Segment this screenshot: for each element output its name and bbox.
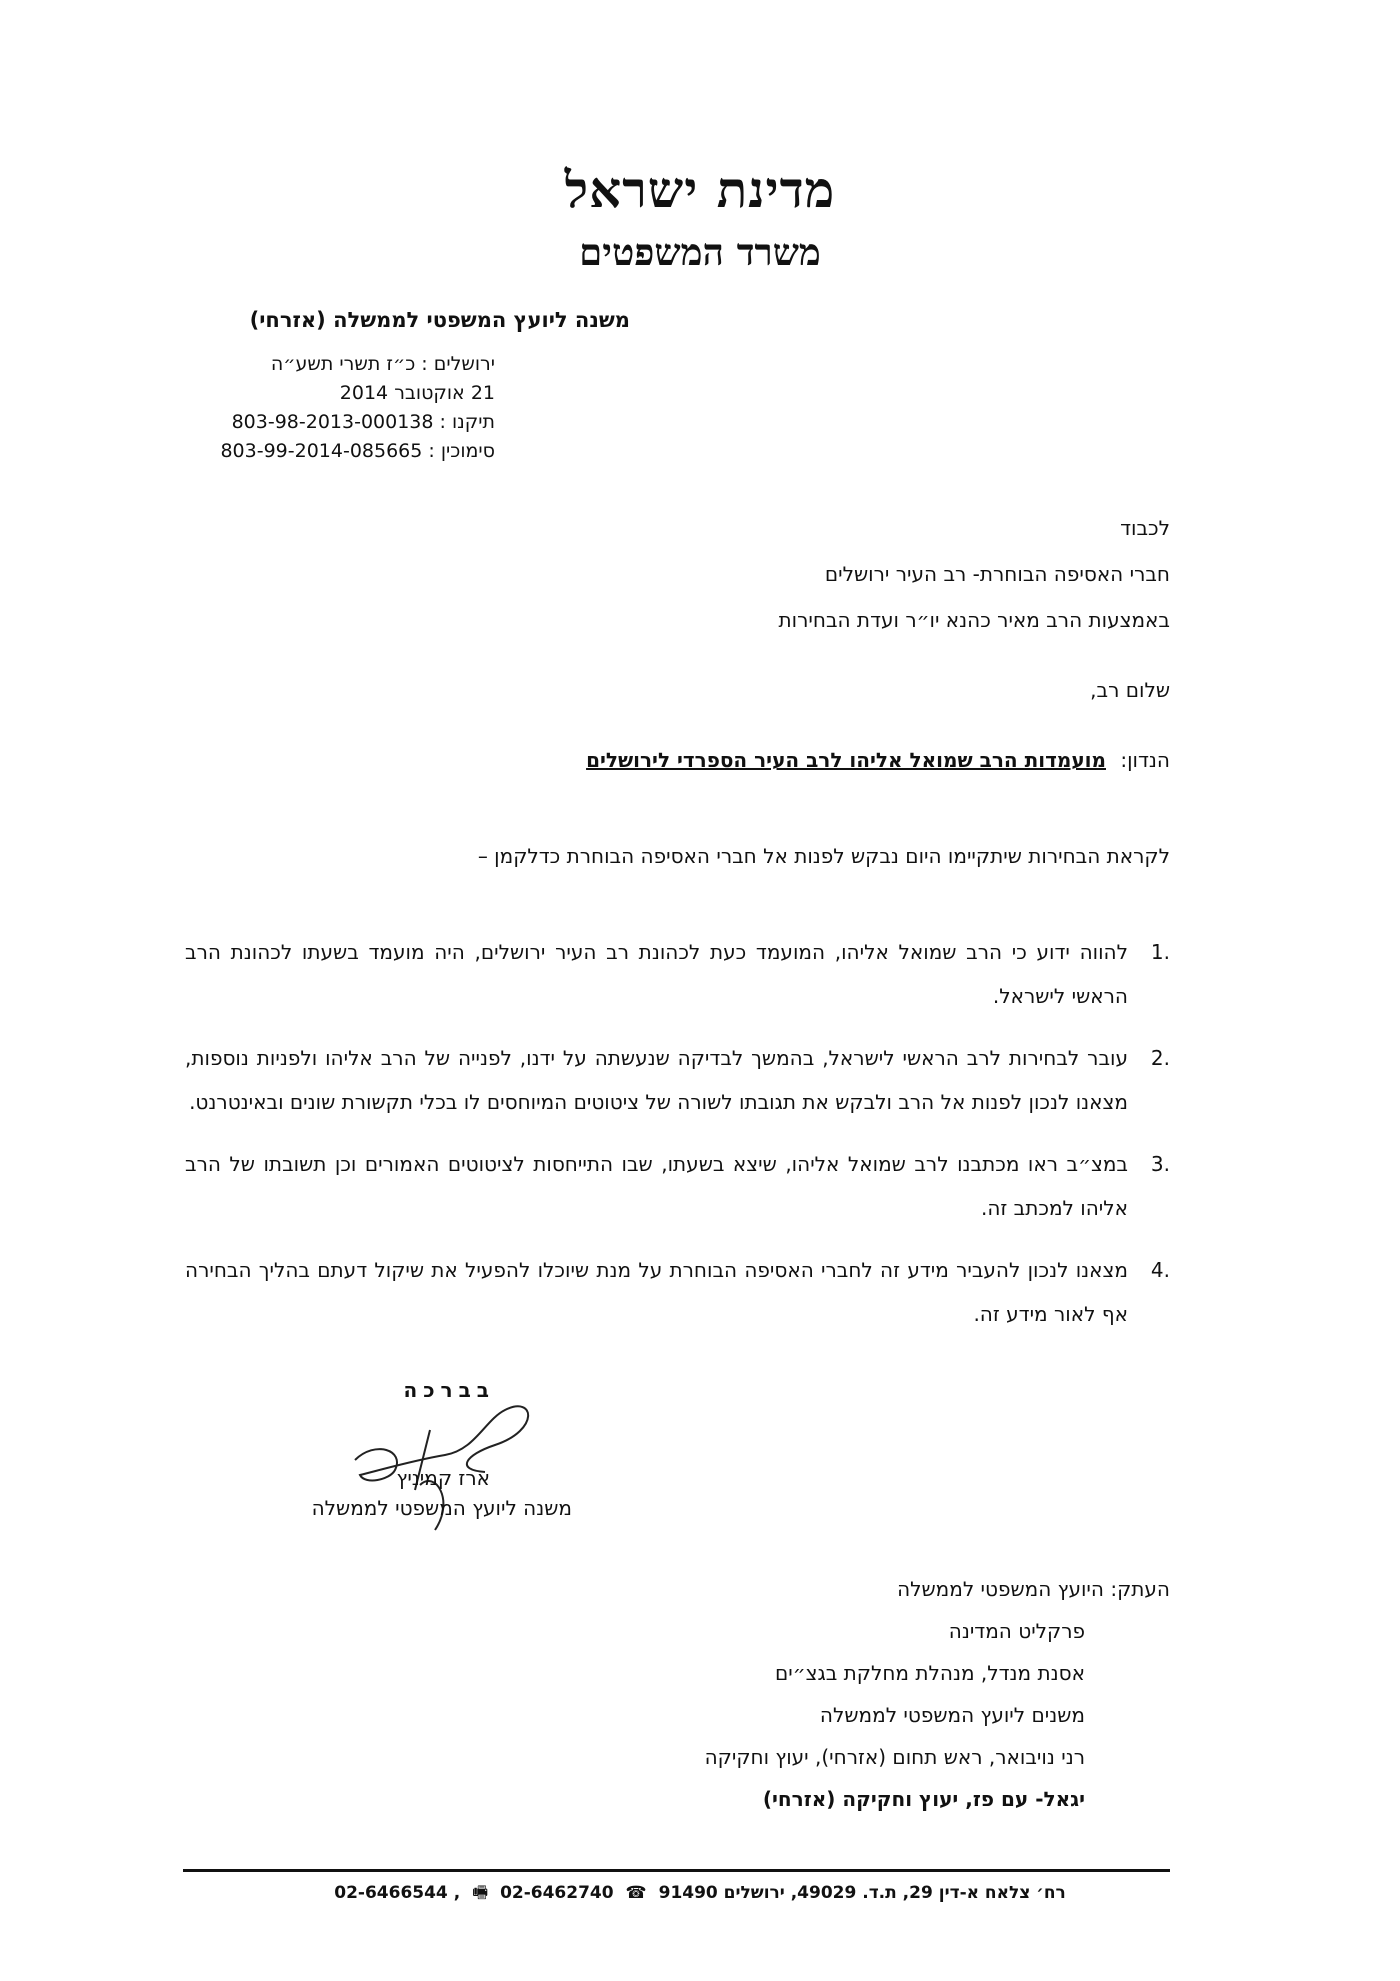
signatory-title: משנה ליועץ המשפטי לממשלה (311, 1496, 572, 1520)
footer-address: רח׳ צלאח א-דין 29, ת.ד. 49029, ירושלים 91490 (658, 1883, 1066, 1903)
subject-text: מועמדות הרב שמואל אליהו לרב העיר הספרדי לירושלים (586, 748, 1106, 772)
cc-recipient: רני נויבואר, ראש תחום (אזרחי), יעוץ וחקיקה (704, 1745, 1085, 1769)
addressee-line-2: באמצעות הרב מאיר כהנא יו״ר ועדת הבחירות (778, 608, 1170, 632)
list-item-text: במצ״ב ראו מכתבנו לרב שמואל אליהו, שיצא בשעתו, שבו התייחסות לציטוטים האמורים וכן תשובתו של הרב אליהו למכתב זה. (185, 1152, 1128, 1220)
your-reference (220, 437, 495, 466)
addressee-honor: לכבוד (1120, 516, 1170, 540)
your-reference-number: 803-99-2014-085665 (220, 440, 423, 462)
addressee-block (779, 505, 1170, 643)
closing-blessing: בברכה (403, 1378, 495, 1402)
list-item-number: 3. (1150, 1152, 1170, 1176)
subject-line (586, 748, 1170, 772)
cc-recipient: היועץ המשפטי לממשלה (897, 1577, 1104, 1601)
list-item-text: עובר לבחירות לרב הראשי לישראל, בהמשך לבדיקה שנעשתה על ידנו, לפנייה של הרב אליהו ולפניות נוספות, מצאנו לנכון לפנות אל הרב ולבקש את תגובתו לשורה של ציטוטים המיוחסים לו בכלי תקשורת שונים ובאינטרנט. (185, 1046, 1128, 1114)
list-item-number: 2. (1150, 1046, 1170, 1070)
cc-block (705, 1568, 1170, 1820)
our-reference-number: 803-98-2013-000138 (231, 411, 434, 433)
subject-label: הנדון: (1120, 748, 1170, 772)
cc-recipient: פרקליט המדינה (948, 1619, 1085, 1643)
cc-recipient: משנים ליועץ המשפטי לממשלה (819, 1703, 1085, 1727)
list-item-text: מצאנו לנכון להעביר מידע זה לחברי האסיפה הבוחרת על מנת שיוכלו להפעיל את שיקול דעתם בהליך הבחירה אף לאור מידע זה. (185, 1258, 1128, 1326)
list-item (185, 930, 1170, 1018)
letter-meta (220, 350, 495, 466)
list-item (185, 1036, 1170, 1124)
our-reference-label: תיקנו : (439, 411, 495, 433)
cc-row (705, 1568, 1170, 1610)
greeting: שלום רב, (1090, 678, 1170, 702)
footer-contact: רח׳ צלאח א-דין 29, ת.ד. 49029, ירושלים 91490 ☎ 02-6466544 , 🖷 02-6462740 (0, 1880, 1400, 1909)
gregorian-date: 21 אוקטובר 2014 (339, 382, 495, 404)
list-item (185, 1248, 1170, 1336)
signatory-name: ארז קמיניץ (396, 1466, 490, 1490)
cc-label: העתק: (1110, 1577, 1170, 1601)
hebrew-date: ירושלים : כ״ז תשרי תשע״ה (270, 353, 495, 375)
your-reference-label: סימוכין : (428, 440, 495, 462)
cc-recipient: אסנת מנדל, מנהלת מחלקת בגצ״ים (775, 1661, 1085, 1685)
list-item-number: 1. (1150, 940, 1170, 964)
list-item-text: להווה ידוע כי הרב שמואל אליהו, המועמד כעת לכהונת רב העיר ירושלים, היה מועמד בשעתו לכהונת הרב הראשי לישראל. (185, 940, 1128, 1008)
fax-icon: 🖷 (472, 1883, 489, 1903)
telephone-icon: ☎ (625, 1883, 647, 1903)
list-item-number: 4. (1150, 1258, 1170, 1282)
sender-title: משנה ליועץ המשפטי לממשלה (אזרחי) (249, 308, 630, 332)
state-header: מדינת ישראל (564, 160, 836, 219)
footer-phone: 02-6466544 (334, 1883, 448, 1903)
addressee-line-1: חברי האסיפה הבוחרת- רב העיר ירושלים (824, 562, 1170, 586)
footer-fax: 02-6462740 (500, 1883, 614, 1903)
ministry-header: משרד המשפטים (579, 230, 821, 274)
footer-divider (183, 1869, 1170, 1872)
list-item (185, 1142, 1170, 1230)
cc-recipient: יגאל- עם פז, יעוץ וחקיקה (אזרחי) (762, 1787, 1085, 1811)
intro-paragraph: לקראת הבחירות שיתקיימו היום נבקש לפנות אל חברי האסיפה הבוחרת כדלקמן – (477, 844, 1170, 868)
our-reference (220, 408, 495, 437)
numbered-list (185, 930, 1170, 1336)
